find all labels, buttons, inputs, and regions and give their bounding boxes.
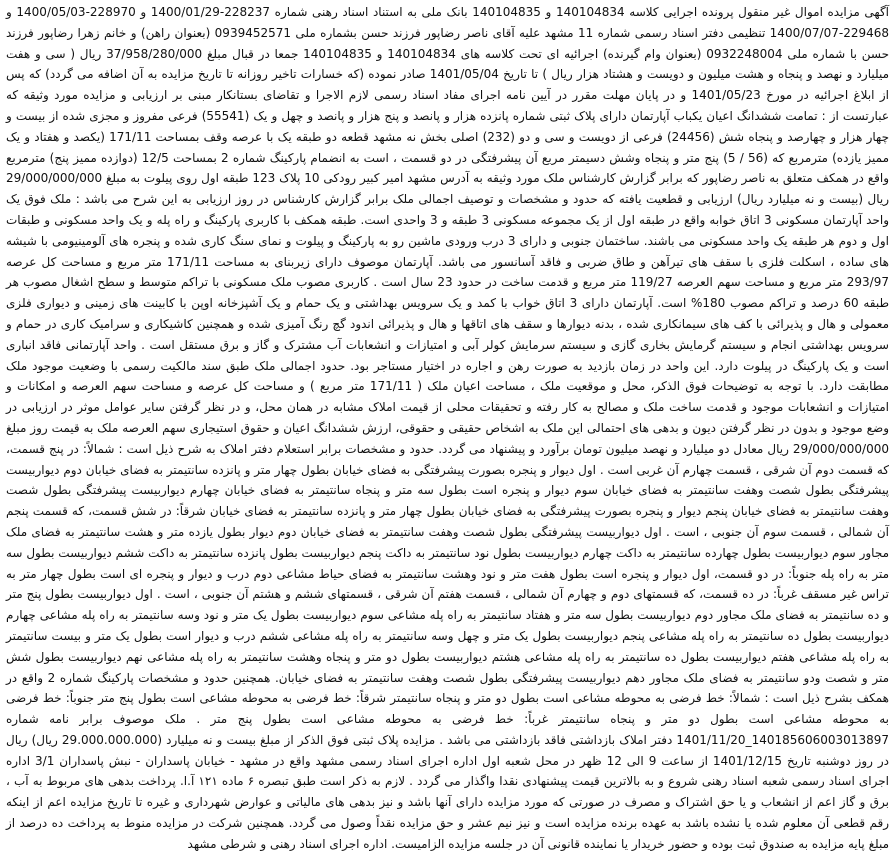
notice-body-text: آگهی مزایده اموال غیر منقول پرونده اجرایی کلاسه 140104834 و 140104835 بانک ملی به استناد اسناد رهنی شماره 228237-1400/01/29 و 228970-1400/05/03 و 229468-1400/07/07 تنظیمی دفتر اسناد رسمی شماره 11 مشهد علیه آقای ناصر رضاپور فرزند حسن بشماره ملی 0939452571 (بعنوان راهن) و خانم زهرا رضاپور فرزند حسن با شماره ملی 0932248004 (بعنوان وام گیرنده) اجرائیه ای تحت کلاسه های 140104834 و 140104835 جمعا در قبال مبلغ 37/958/280/000 ریال ( سی و هفت میلیارد و نهصد و پنجاه و هشت میلیون و دویست و هشتاد هزار ریال ) تا تاریخ 1401/05/04 صادر نموده (که خسارات تاخیر روزانه تا تاریخ مزایده به آن اضافه می گردد) که پس از ابلاغ اجرائیه در مورخ 1401/05/23 و در پایان مهلت مقرر در آیین نامه اجرای مفاد اسناد رسمی لازم الاجرا و تقاضای بستانکار مبنی بر ارزیابی و مزایده مورد وثیقه که عبارتست از : تمامت ششدانگ اعیان یکباب آپارتمان دارای پلاک ثبتی شماره پانزده هزار و پانصد و پنج هزار و پانصد و چهل و یک (55541) فرعی مفروز و مجزی شده از بیست و چهار هزار و چهارصد و پنجاه شش (24456) فرعی از دویست و سی و دو (232) اصلی بخش نه مشهد قطعه دو طبقه یک با عرصه وقف بمساحت 171/11 (یکصد و هفتاد و یک ممیز یازده) مترمربع که (56 / 5) پنج متر و پنجاه وشش دسیمتر مربع آن پیشرفتگی در دو قسمت ، است به انضمام پارکینگ شماره 2 بمساحت 12/5 (دوازده ممیز پنج) مترمربع واقع در همکف متعلق به ناصر رضاپور که برابر گزارش کارشناس ملک مورد وثیقه به آدرس مشهد امیر کبیر رودکی 10 پلاک 123 طبقه اول روی پیلوت به مبلغ 29/000/000/000 ریال (بیست و نه میلیارد ریال) ارزیابی و قطعیت یافته که حدود و مشخصات و توصیف اجمالی ملک برابر گزارش کارشناس در روز ارزیابی به این شرح می باشد : ملک فوق یک واحد آپارتمان مسکونی 3 اتاق خوابه واقع در طبقه اول از یک مجموعه مسکونی 3 طبقه و 3 واحدی است. طبقه همکف با کاربری پارکینگ و راه پله و یک واحد مسکونی و طبقات اول و دوم هر طبقه یک واحد مسکونی می باشند. ساختمان جنوبی و دارای 3 درب ورودی ماشین رو به پارکینگ و پیلوت و نمای سنگ کاری شده و پنجره های آلومینیومی با شیشه های ساده ، اسکلت فلزی با سقف های تیرآهن و طاق ضربی و فاقد آسانسور می باشد. آپارتمان موصوف دارای زیربنای به مساحت 171/11 متر مربع و مساحت کل عرصه 293/97 متر مربع و مساحت سهم العرصه 119/27 متر مربع و قدمت ساخت در حدود 23 سال است . کاربری مصوب ملک مسکونی با تراکم متوسط و سطح اشغال مصوب هر طبقه 60 درصد و تراکم مصوب 180% است. آپارتمان دارای 3 اتاق خواب با کمد و یک سرویس بهداشتی و یک حمام و یک آشپزخانه اوپن با کابینت های زمینی و دیواری فلزی معمولی و هال و پذیرائی با کف های سیمانکاری شده ، بدنه دیوارها و سقف های اتاقها و هال و پذیرائی اندود گچ رنگ آمیزی شده و همچنین کاشیکاری و سرامیک کاری در حمام و سرویس بهداشتی انجام و سیستم گرمایش بخاری گازی و سیستم سرمایش کولر آبی و امتیازات و انشعابات آب مشترک و گاز و برق مستقل است . واحد آپارتمانی فاقد انباری است و یک پارکینگ در پیلوت دارد. این واحد در زمان بازدید به صورت رهن و اجاره در اختیار مستاجر بود. حدود اجمالی ملک طبق سند مالکیت رسمی با وضعیت موجود ملک مطابقت دارد. با توجه به توضیحات فوق الذکر، محل و موقعیت ملک ، مساحت اعیان ملک ( 171/11 متر مربع ) و مساحت کل عرصه و مساحت سهم العرصه و امکانات و امتیازات و انشعابات موجود و قدمت ساخت ملک و مصالح به کار رفته و تحقیقات محلی از قیمت املاک مشابه در همان محل، و در نظر گرفتن سایر عوامل موثر در ارزیابی در وضع موجود و بدون در نظر گرفتن دیون و بدهی های احتمالی این ملک به اشخاص حقیقی و حقوقی، ارزش ششدانگ اعیان و حقوق استیجاری سهم العرصه ملک به قیمت روز مبلغ 29/000/000/000 ریال معادل دو میلیارد و نهصد میلیون تومان برآورد و پیشنهاد می گردد. حدود و مشخصات برابر استعلام دفتر املاک به شرح ذیل است : شمالاً: در پنج قسمت، که قسمت دوم آن شرقی ، قسمت چهارم آن غربی است . اول دیوار و پنجره بصورت پیشرفتگی به فضای خیابان بطول چهار متر و پانزده سانتیمتر به فضای خیابان دوم دیواربیست پیشرفتگی بطول شصت وهفت سانتیمتر به فضای خیابان سوم دیوار و پنجره است بطول سه متر و پنجاه سانتیمتر به فضای خیابان چهارم دیواربیست پیشرفتگی بطول شصت وهفت سانتیمتر به فضای خیابان پنجم دیوار و پنجره بصورت پیشرفتگی به فضای خیابان بطول چهار متر و پانزده سانتیمتر به فضای خیابان شرقاً: در شش قسمت، که قسمت پنجم آن شمالی ، قسمت سوم آن جنوبی ، است . اول دیواربیست پیشرفتگی بطول شصت وهفت سانتیمتر به فضای خیابان دوم دیوار بطول یازده متر و هشت سانتیمتر به فضای ملک مجاور سوم دیواربیست بطول چهارده سانتیمتر به داکت چهارم دیواربیست بطول نود سانتیمتر به داکت پنجم دیواربیست بطول پانزده سانتیمتر به داکت ششم دیواربیست بطول سه متر به راه پله جنوباً: در دو قسمت، اول دیوار و پنجره است بطول هفت متر و نود وهشت سانتیمتر به فضای حیاط مشاعی دوم درب و دیوار و پنجره ای است بطول چهار متر به تراس غیر مسقف غرباً: در ده قسمت، که قسمتهای دوم و چهارم آن شمالی ، قسمت هفتم آن شرقی ، قسمتهای ششم و هشتم آن جنوبی ، است . اول دیواربیست بطول پنج متر و ده سانتیمتر به فضای ملک مجاور دوم دیواربیست بطول سه متر و هفتاد سانتیمتر به راه پله مشاعی سوم دیواربیست بطول یک متر و نود وسه سانتیمتر به راه پله مشاعی چهارم دیواربیست بطول ده سانتیمتر به راه پله مشاعی پنجم دیواربیست بطول یک متر و چهل وسه سانتیمتر به راه پله مشاعی ششم درب و دیوار است بطول یک متر و بیست سانتیمتر به راه پله مشاعی هفتم دیواربیست بطول ده سانتیمتر به راه پله مشاعی هشتم دیواربیست بطول دو متر و پنجاه وهشت سانتیمتر به راه پله مشاعی نهم دیواربیست بطول شش متر و شصت ودو سانتیمتر به فضای ملک مجاور دهم دیواربیست پیشرفتگی بطول شصت وهفت سانتیمتر به فضای خیابان. همچنین حدود و مشخصات پارکینگ شماره 2 واقع در همکف بشرح ذیل است : شمالاً: خط فرضی به محوطه مشاعی است بطول دو متر و پنجاه سانتیمتر شرقاً: خط فرضی به محوطه مشاعی است بطول پنج متر جنوباً: خط فرضی به محوطه مشاعی است بطول دو متر و پنجاه سانتیمتر غرباً: خط فرضی به محوطه مشاعی است بطول پنج متر . ملک موصوف برابر نامه شماره 140185606003013897_1401/11/20 دفتر املاک بازداشتی فاقد بازداشتی می باشد . مزایده پلاک ثبتی فوق الذکر از مبلغ بیست و نه میلیارد (29.000.000.000 ریال) ریال در روز دوشنبه تاریخ 1401/12/15 از ساعت 9 الی 12 ظهر در محل شعبه اول اداره اجرای اسناد رسمی مشهد واقع در مشهد - خیابان پاسداران - نبش پاسداران 3/1 اداره اجرای اسناد رسمی شعبه اسناد رهنی شروع و به بالاترین قیمت پیشنهادی نقدا واگذار می گردد . لازم به ذکر است طبق تبصره ۶ ماده ۱۲۱ آ.ا. پرداخت بدهی های مربوط به آب ، برق و گاز اعم از انشعاب و یا حق اشتراک و مصرف در صورتی که مورد مزایده دارای آنها باشد و نیز بدهی های مالیاتی و عوارض شهرداری و غیره تا تاریخ مزایده اعم از اینکه رقم قطعی آن معلوم شده یا نشده باشد به عهده برنده مزایده است و نیز نیم عشر و حق مزایده نقداً وصول می گردد. همچنین شرکت در مزایده منوط به پرداخت ده درصد از مبلغ پایه مزایده به صندوق ثبت بوده و حضور خریدار یا نماینده قانونی آن در جلسه مزایده الزامیست. اداره اجرای اسناد رهنی و شرطی مشهد: [6, 5, 890, 851]
